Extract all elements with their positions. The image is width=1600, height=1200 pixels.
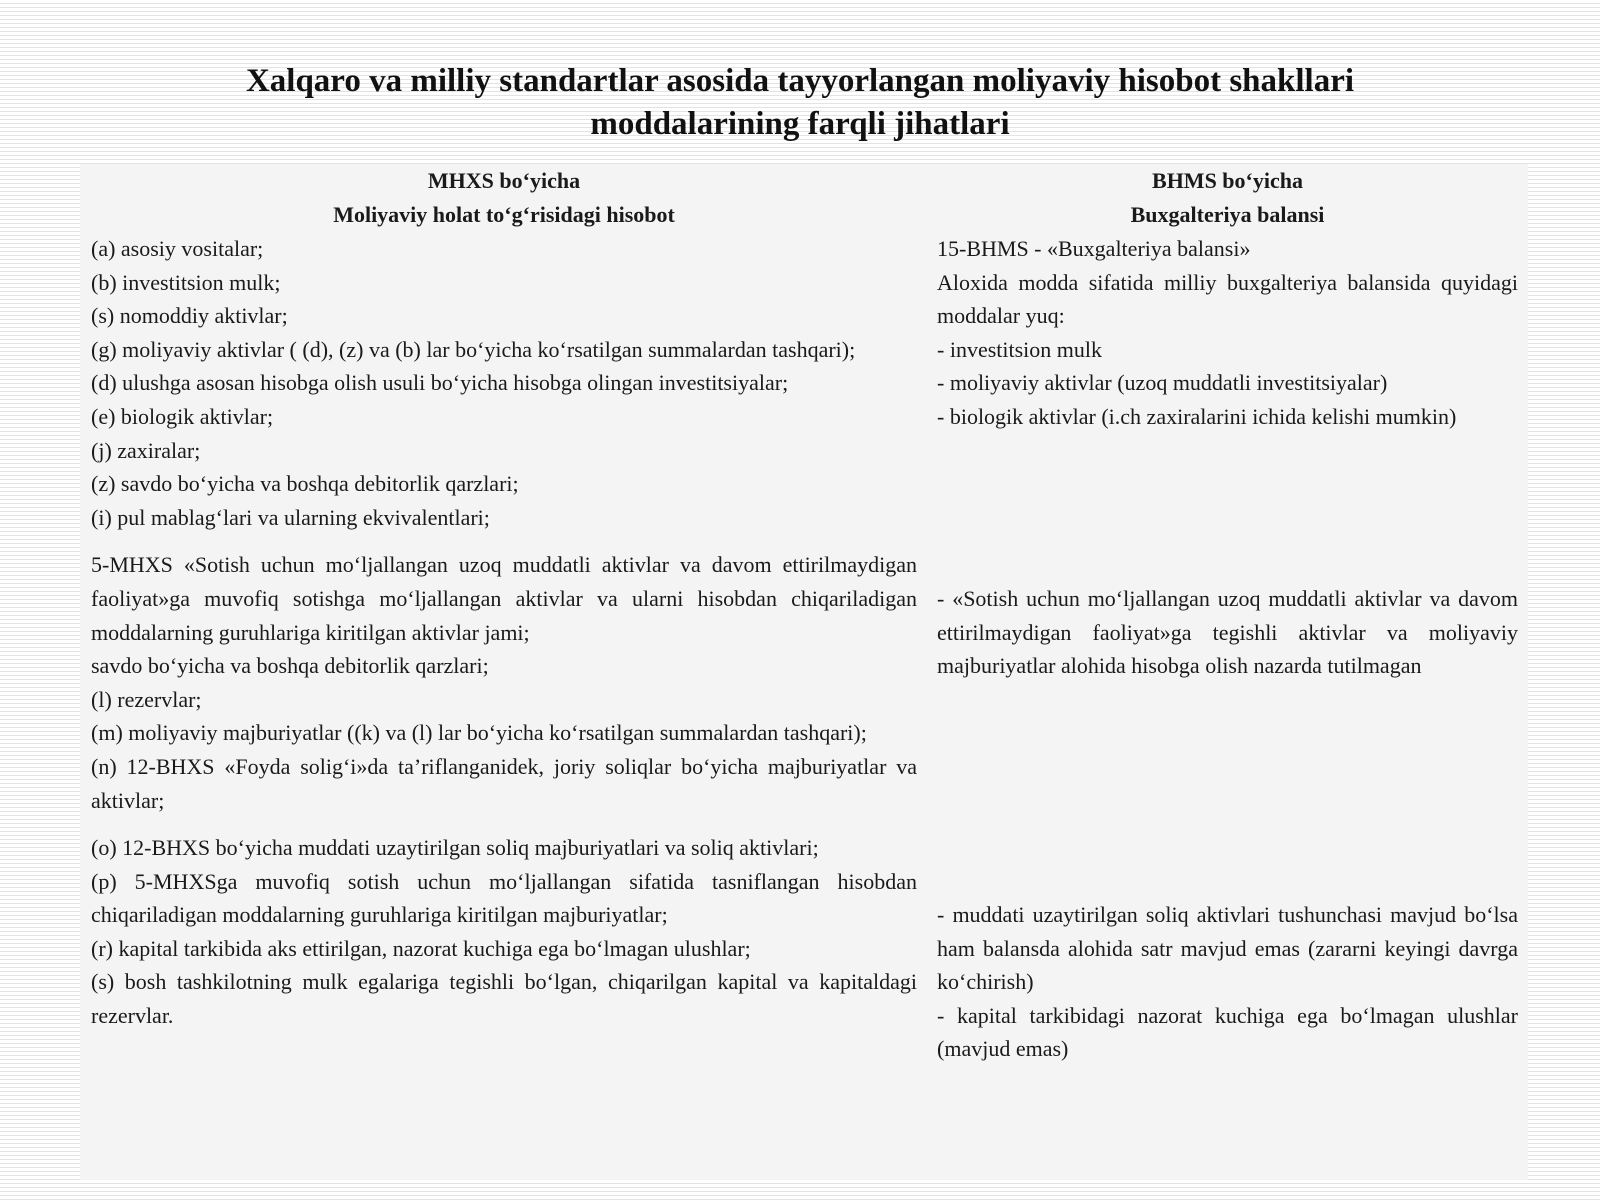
slide-title: [100, 60, 1500, 146]
list-item: (e) biologik aktivlar;: [91, 403, 274, 429]
header-line-2: Buxgalteriya balansi: [1130, 202, 1325, 227]
list-item: (l) rezervlar;: [91, 686, 202, 712]
list-item: (o) 12-BHXS bo‘yicha muddati uzaytirilgan soliq majburiyatlari va soliq aktivlari;: [91, 835, 819, 861]
list-item: (a) asosiy vositalar;: [91, 236, 264, 261]
column-header-bhms: [937, 164, 1518, 232]
list-item: (d) ulushga asosan hisobga olish usuli bo‘yicha hisobga olingan investitsiyalar;: [91, 370, 789, 396]
list-item: - «Sotish uchun mo‘ljallangan uzoq muddatli aktivlar va davom ettirilmaydigan faoliyat»ga tegishli aktivlar va moliyaviy majburiyatlar alohida hisobga olish nazarda tutilmagan: [937, 586, 1518, 679]
column-bhms: [937, 164, 1518, 1066]
list-item: (i) pul mablag‘lari va ularning ekvivalentlari;: [91, 504, 490, 530]
list-item: (j) zaxiralar;: [91, 437, 201, 463]
list-item: (g) moliyaviy aktivlar ( (d), (z) va (b) lar bo‘yicha ko‘rsatilgan summalardan tashqari);: [91, 336, 856, 362]
header-line-1: MHXS bo‘yicha: [427, 168, 581, 193]
header-line-2: Moliyaviy holat to‘g‘risidagi hisobot: [333, 202, 675, 227]
list-item: (b) investitsion mulk;: [91, 269, 281, 295]
row-2-left-cell: [91, 548, 917, 817]
comparison-table: [80, 164, 1528, 1180]
row-3-left-cell: [91, 831, 917, 1033]
column-header-mhxs: [91, 164, 917, 232]
title-line-1: Xalqaro va milliy standartlar asosida tayyorlangan moliyaviy hisobot shakllari: [245, 63, 1355, 99]
header-line-1: BHMS bo‘yicha: [1152, 168, 1303, 193]
row-1-left-cell: [91, 232, 917, 534]
list-item: (m) moliyaviy majburiyatlar ((k) va (l) lar bo‘yicha ko‘rsatilgan summalardan tashqari);: [91, 720, 867, 746]
list-item: Aloxida modda sifatida milliy buxgalteriya balansida quyidagi moddalar yuq:: [937, 269, 1518, 329]
row-2-right-cell: [937, 582, 1518, 884]
list-item: - biologik aktivlar (i.ch zaxiralarini ichida kelishi mumkin): [937, 403, 1457, 429]
row-1-right-cell: [937, 232, 1518, 568]
list-item: (n) 12-BHXS «Foyda solig‘i»da ta’riflanganidek, joriy soliqlar bo‘yicha majburiyatlar va aktivlar;: [91, 753, 917, 813]
row-3-right-cell: [937, 898, 1518, 1066]
list-item: 15-BHMS - «Buxgalteriya balansi»: [937, 236, 1251, 261]
list-item: (r) kapital tarkibida aks ettirilgan, nazorat kuchiga ega bo‘lmagan ulushlar;: [91, 935, 751, 961]
list-item: - moliyaviy aktivlar (uzoq muddatli investitsiyalar): [937, 370, 1388, 396]
list-item: - muddati uzaytirilgan soliq aktivlari tushunchasi mavjud bo‘lsa ham balansda alohida satr mavjud emas (zararni keyingi davrga ko‘chirish): [937, 902, 1518, 995]
list-item: (s) bosh tashkilotning mulk egalariga tegishli bo‘lgan, chiqarilgan kapital va kapitaldagi rezervlar.: [91, 969, 917, 1029]
list-item: (s) nomoddiy aktivlar;: [91, 303, 288, 329]
list-item: savdo bo‘yicha va boshqa debitorlik qarzlari;: [91, 653, 489, 679]
list-item: - investitsion mulk: [937, 336, 1102, 362]
list-item: - kapital tarkibidagi nazorat kuchiga ega bo‘lmagan ulushlar (mavjud emas): [937, 1002, 1518, 1062]
list-item: 5-MHXS «Sotish uchun mo‘ljallangan uzoq muddatli aktivlar va davom ettirilmaydigan faoliyat»ga muvofiq sotishga mo‘ljallangan aktivlar va ularni hisobdan chiqariladigan moddalarning guruhlariga kiritilgan aktivlar jami;: [91, 552, 917, 645]
title-line-2: moddalarining farqli jihatlari: [590, 106, 1010, 142]
list-item: (z) savdo bo‘yicha va boshqa debitorlik qarzlari;: [91, 471, 519, 497]
column-mhxs: [91, 164, 917, 1033]
list-item: (p) 5-MHXSga muvofiq sotish uchun mo‘ljallangan sifatida tasniflangan hisobdan chiqariladigan moddalarning guruhlariga kiritilgan majburiyatlar;: [91, 868, 917, 928]
